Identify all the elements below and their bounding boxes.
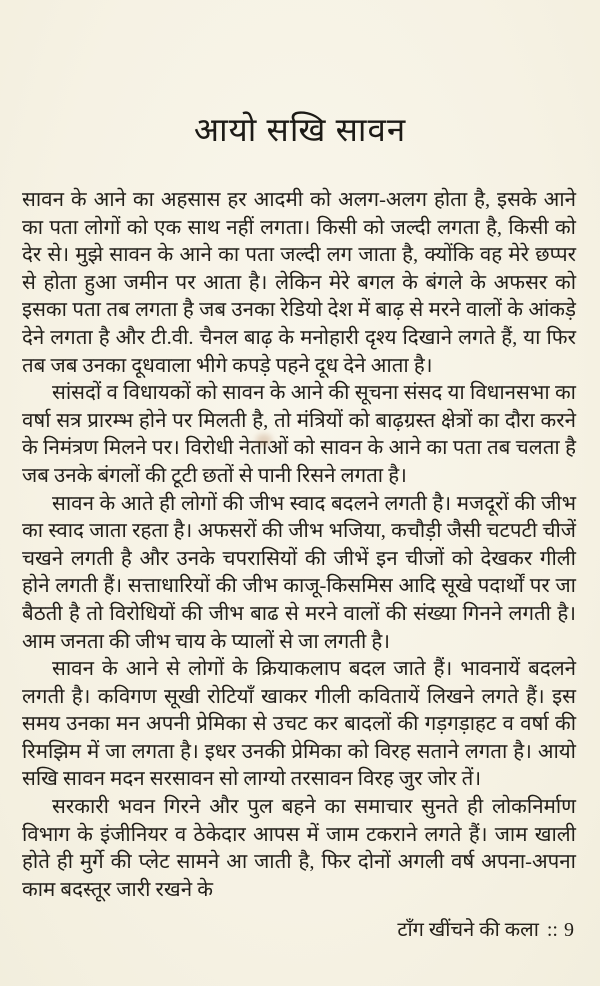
body-paragraph: सावन के आते ही लोगों की जीभ स्वाद बदलने लगती है। मजदूरों की जीभ का स्वाद जाता रहता है। अफसरों की जीभ भजिया, कचौड़ी जैसी चटपटी चीजें चखने लगती है और उनके चपरासियों की जीभें इन चीजों को देखकर गीली होने लगती हैं। सत्ताधारियों की जीभ काजू-किसमिस आदि सूखे पदार्थों पर जा बैठती है तो विरोधियों की जीभ बाढ से मरने वालों की संख्या गिनने लगती है। आम जनता की जीभ चाय के प्यालों से जा लगती है। [22,492,576,653]
page-number: 9 [564,919,574,941]
running-book-title: टाँग खींचने की कला [397,919,539,941]
page-footer [397,915,574,942]
chapter-title: आयो सखि सावन [193,113,407,149]
body-paragraph: सरकारी भवन गिरने और पुल बहने का समाचार सुनते ही लोकनिर्माण विभाग के इंजीनियर व ठेकेदार आपस में जाम टकराने लगते हैं। जाम खाली होते ही मुर्गे की प्लेट सामने आ जाती है, फिर दोनों अगली वर्ष अपना-अपना काम बदस्तूर जारी रखने के [22,796,576,901]
body-paragraph: सांसदों व विधायकों को सावन के आने की सूचना संसद या विधानसभा का वर्षा सत्र प्रारम्भ होने पर मिलती है, तो मंत्रियों को बाढ़ग्रस्त क्षेत्रों का दौरा करने के निमंत्रण मिलने पर। विरोधी नेताओं को सावन के आने का पता तब चलता है जब उनके बंगलों की टूटी छतों से पानी रिसने लगता है। [22,382,576,487]
body-paragraph: सावन के आने से लोगों के क्रियाकलाप बदल जाते हैं। भावनायें बदलने लगती है। कविगण सूखी रोटियाँ खाकर गीली कवितायें लिखने लगते हैं। इस समय उनका मन अपनी प्रेमिका से उचट कर बादलों की गड़गड़ाहट व वर्षा की रिमझिम में जा लगता है। इधर उनकी प्रेमिका को विरह सताने लगता है। आयो सखि सावन मदन सरसावन सो लाग्यो तरसावन विरह जुर जोर तें। [22,658,576,791]
body-paragraph: सावन के आने का अहसास हर आदमी को अलग-अलग होता है, इसके आने का पता लोगों को एक साथ नहीं लगता। किसी को जल्दी लगता है, किसी को देर से। मुझे सावन के आने का पता जल्दी लग जाता है, क्योंकि वह मेरे छप्पर से होता हुआ जमीन पर आता है। लेकिन मेरे बगल के बंगले के अफसर को इसका पता तब लगता है जब उनका रेडियो देश में बाढ़ से मरने वालों के आंकड़े देने लगता है और टी.वी. चैनल बाढ़ के मनोहारी दृश्य दिखाने लगते हैं, या फिर तब जब उनका दूधवाला भीगे कपड़े पहने दूध देने आता है। [22,189,576,377]
body-text [22,187,576,904]
footer-separator: :: [546,919,558,941]
